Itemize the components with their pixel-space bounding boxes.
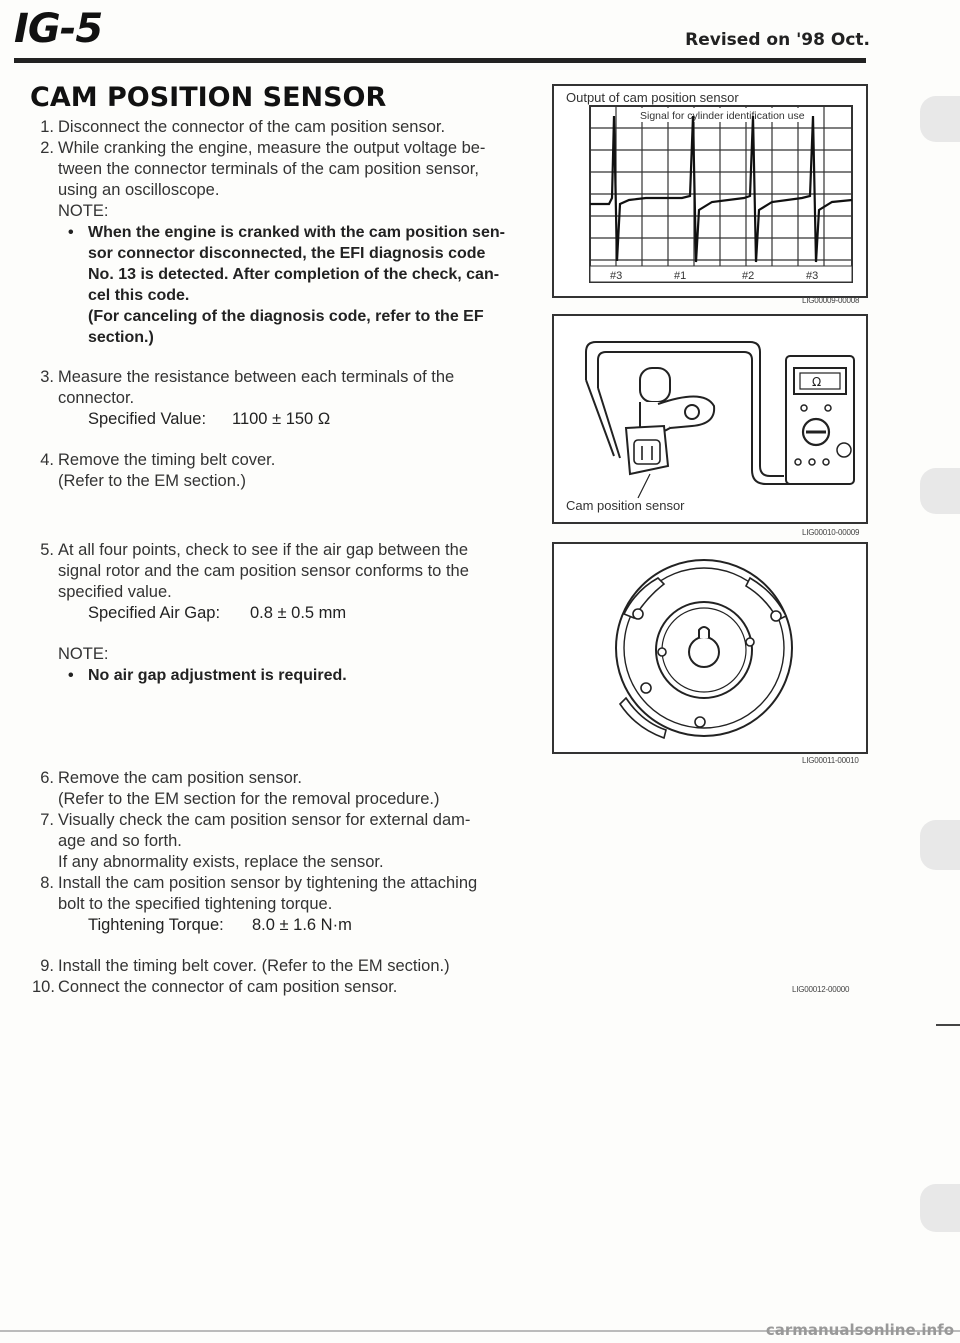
step-text: Visually check the cam position sensor for external dam-	[58, 811, 471, 829]
step-number: 9.	[40, 957, 54, 975]
note-text: When the engine is cranked with the cam position sen-	[88, 224, 505, 241]
step-text: At all four points, check to see if the air gap between the	[58, 541, 468, 559]
binder-tab	[920, 820, 960, 870]
cylinder-label: #3	[806, 270, 819, 282]
spec-label: Specified Air Gap:	[88, 604, 221, 622]
cylinder-label: #1	[674, 270, 687, 282]
step-number: 7.	[40, 811, 54, 829]
revision-note: Revised on '98 Oct.	[685, 30, 870, 50]
step-6	[40, 768, 302, 789]
binder-tab	[920, 96, 960, 142]
step-text: Measure the resistance between each terminals of the	[58, 368, 455, 386]
header-rule	[14, 58, 866, 63]
note-bullet: •	[68, 667, 74, 684]
note-text: No. 13 is detected. After completion of the check, can-	[88, 266, 500, 283]
step-text: Install the timing belt cover. (Refer to the EM section.)	[58, 957, 450, 975]
rotor-hub	[689, 637, 719, 667]
step-text: (Refer to the EM section.)	[58, 472, 246, 490]
note-label: NOTE:	[58, 645, 109, 663]
spec-value: 0.8 ± 0.5 mm	[250, 604, 347, 622]
note-text: section.)	[88, 329, 154, 346]
multimeter-drawing	[786, 356, 854, 484]
step-1	[40, 117, 446, 138]
step-9	[40, 956, 450, 977]
figure-label: Cam position sensor	[566, 498, 685, 513]
cylinder-label: #3	[610, 270, 623, 282]
step-text: connector.	[58, 389, 135, 407]
page-title: CAM POSITION SENSOR	[30, 82, 387, 113]
step-10	[32, 977, 398, 998]
figure-signal-rotor	[552, 542, 868, 754]
step-text: using an oscilloscope.	[58, 181, 220, 199]
step-text: Remove the cam position sensor.	[58, 769, 302, 787]
note-text: No air gap adjustment is required.	[88, 667, 347, 684]
step-text: Install the cam position sensor by tightening the attaching	[58, 874, 478, 892]
step-number: 2.	[40, 139, 54, 157]
note-bullet: •	[68, 224, 74, 241]
step-number: 3.	[40, 368, 54, 386]
figure-code: LIG00010-00009	[802, 528, 860, 537]
step-text: tween the connector terminals of the cam position sensor,	[58, 160, 479, 178]
spec-label: Tightening Torque:	[88, 916, 224, 934]
resistance-diagram	[554, 316, 866, 522]
watermark: carmanualsonline.info	[765, 1321, 954, 1339]
step-text: signal rotor and the cam position sensor conforms to the	[58, 562, 469, 580]
figure-resistance-check	[552, 314, 868, 524]
figure-subtitle: Signal for cylinder identification use	[640, 110, 805, 122]
step-number: 1.	[40, 118, 54, 136]
step-number: 5.	[40, 541, 54, 559]
note-text: cel this code.	[88, 287, 190, 304]
cam-sensor-drawing	[626, 368, 714, 474]
note-text: (For canceling of the diagnosis code, refer to the EF	[88, 308, 484, 325]
step-text: If any abnormality exists, replace the sensor.	[58, 853, 384, 871]
rotor-diagram	[554, 544, 866, 752]
cylinder-label: #2	[742, 270, 755, 282]
step-text: Remove the timing belt cover.	[58, 451, 276, 469]
step-text: (Refer to the EM section for the removal procedure.)	[58, 790, 440, 808]
step-text: age and so forth.	[58, 832, 182, 850]
step-number: 4.	[40, 451, 54, 469]
step-text: Disconnect the connector of the cam position sensor.	[58, 118, 446, 136]
spec-label: Specified Value:	[88, 410, 207, 428]
figure-oscilloscope	[552, 84, 868, 298]
step-3	[40, 367, 455, 388]
binder-tab	[920, 468, 960, 514]
step-2	[40, 138, 486, 159]
waveform-diagram	[554, 86, 866, 296]
figure-code: LIG00012-00000	[792, 985, 850, 994]
step-text: While cranking the engine, measure the output voltage be-	[58, 139, 486, 157]
binder-tab	[920, 1184, 960, 1232]
step-4	[40, 450, 276, 471]
note-label: NOTE:	[58, 202, 109, 220]
spec-value: 8.0 ± 1.6 N·m	[252, 916, 352, 934]
step-5	[40, 540, 468, 561]
figure-code: LIG00009-00008	[802, 296, 860, 305]
section-code: IG-5	[14, 6, 103, 52]
step-text: bolt to the specified tightening torque.	[58, 895, 333, 913]
step-number: 6.	[40, 769, 54, 787]
step-number: 10.	[32, 978, 55, 996]
step-7	[40, 810, 471, 831]
note-text: sor connector disconnected, the EFI diagnosis code	[88, 245, 486, 262]
meter-display: Ω	[812, 375, 822, 389]
step-text: Connect the connector of cam position sensor.	[58, 978, 398, 996]
spec-value: 1100 ± 150 Ω	[232, 410, 331, 428]
step-8	[40, 873, 478, 894]
figure-code: LIG00011-00010	[802, 756, 859, 765]
figure-title: Output of cam position sensor	[566, 90, 739, 105]
page-edge-mark	[936, 1024, 960, 1026]
step-text: specified value.	[58, 583, 172, 601]
step-number: 8.	[40, 874, 54, 892]
